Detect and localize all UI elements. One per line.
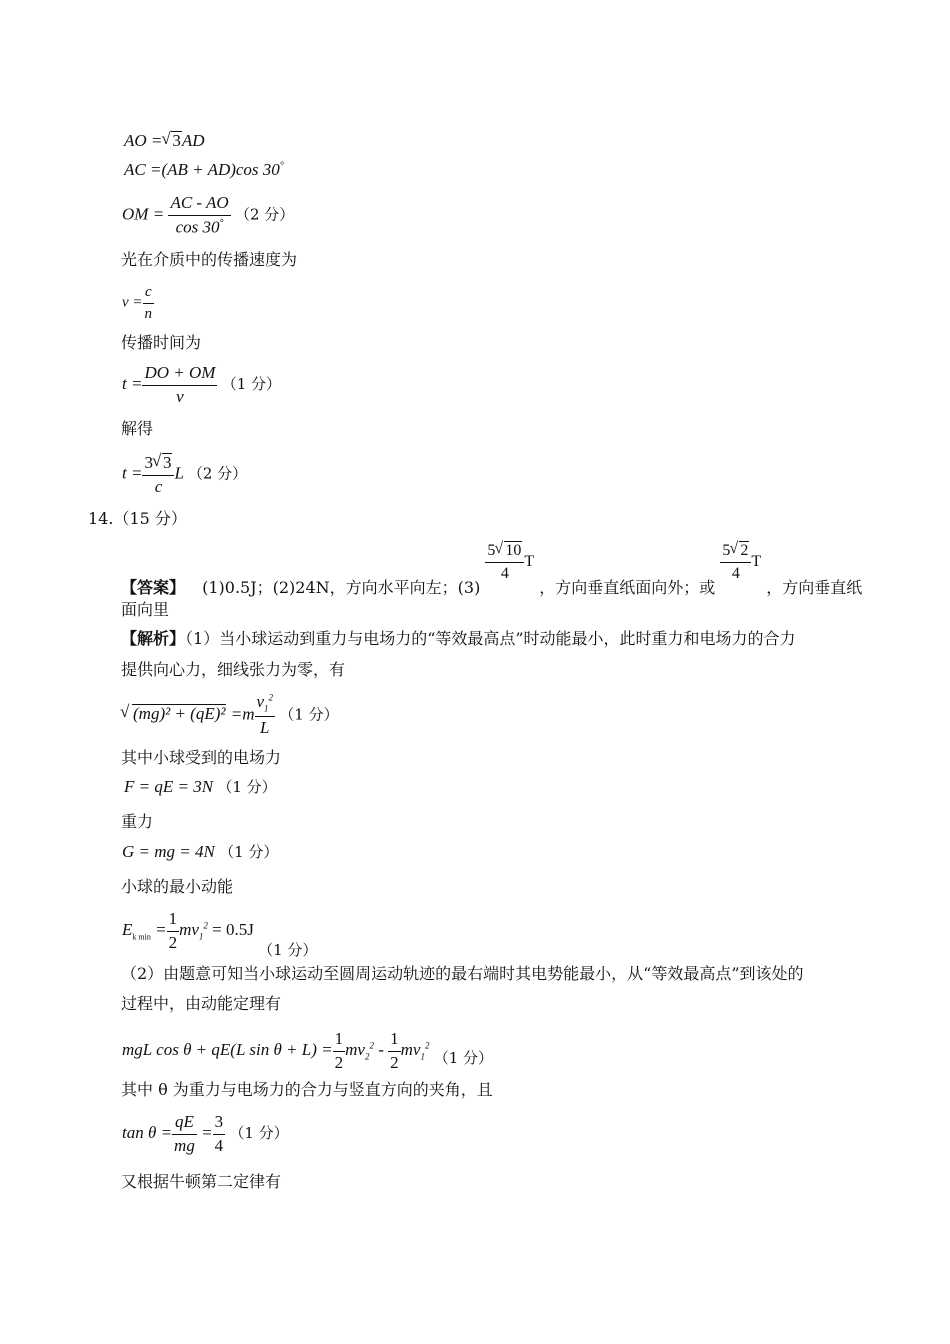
text-line: 过程中，由动能定理有 [121, 994, 282, 1013]
equation-ac: AC =(AB + AD)cos 30° [124, 160, 284, 179]
answer-part1: (1)0.5J；(2)24N，方向水平向左；(3) [202, 578, 481, 598]
equation-ao: AO =√ 3AD [124, 131, 205, 149]
equation-tan-theta: tan θ = $\frac{qE}{mg}$ = $\frac{3}{4}$ （1 分） [122, 1112, 289, 1155]
equation-v: v = $\frac{c}{n}$ [122, 284, 153, 322]
equation-electric-force: F = qE = 3N （1 分） [124, 777, 277, 796]
answer-line-2: 面向里 [121, 600, 170, 619]
points-label: （1 分） [229, 1124, 289, 1143]
points-label: （1 分） [258, 941, 318, 960]
text-line: 又根据牛顿第二定律有 [121, 1172, 282, 1191]
text-line: 其中小球受到的电场力 [121, 748, 282, 767]
equation-t-result: t = $\frac{3√ 3}{c}$ L （2 分） [122, 453, 247, 496]
question-number: 14. [88, 509, 114, 528]
points-label: （1 分） [217, 778, 277, 796]
points-label: （2 分） [187, 464, 248, 483]
text-line: 传播时间为 [121, 333, 202, 352]
equation-work-energy: mgL cos θ + qE(L sin θ + L) = $\frac{1}{2}$ $mv_2^2$ - $\frac{1}{2}$ $mv_1^2$ （1 分） [122, 1029, 493, 1072]
points-label: （1 分） [279, 705, 339, 724]
analysis-label: 【解析】 [121, 629, 186, 648]
answer-line: 【答案】 (1)0.5J；(2)24N，方向水平向左；(3) $\frac{5√ 10}{4}$ T ，方向垂直纸面向外；或 $\frac{5√ 2}{4}$ T ，方向垂直纸 [121, 541, 862, 582]
answer-fraction-2: $\frac{5√ 2}{4}$ [720, 541, 751, 582]
equation-gravity: G = mg = 4N （1 分） [122, 842, 279, 861]
answer-label: 【答案】 [121, 578, 186, 598]
question-14-header [88, 511, 187, 527]
equation-t: t = $\frac{DO + OM}{v}$ （1 分） [122, 363, 281, 406]
analysis-line-2: 提供向心力，细线张力为零，有 [121, 660, 346, 679]
text-line: 其中 θ 为重力与电场力的合力与竖直方向的夹角，且 [121, 1080, 493, 1099]
text-line: 小球的最小动能 [121, 877, 234, 896]
analysis-line-1: 【解析】（1）当小球运动到重力与电场力的“等效最高点”时动能最小，此时重力和电场力的合力 [121, 629, 796, 648]
equation-centripetal: √ (mg)² + (qE)² =m $\frac{v_1^2}{L}$ （1 分） [121, 693, 339, 738]
text-line: （2）由题意可知当小球运动至圆周运动轨迹的最右端时其电势能最小，从“等效最高点”到该处的 [121, 964, 804, 983]
points-label: （1 分） [219, 843, 279, 861]
text-line: 光在介质中的传播速度为 [121, 250, 298, 269]
points-label: （1 分） [221, 375, 281, 394]
points-label: （2 分） [234, 205, 295, 224]
text-line: 重力 [121, 812, 154, 831]
answer-fraction-1: $\frac{5√ 10}{4}$ [485, 541, 524, 582]
question-score: （15 分） [113, 509, 187, 528]
points-label: （1 分） [433, 1049, 493, 1068]
equation-min-kinetic-energy: $E_{k min}$ = $\frac{1}{2}$ $mv_1^2 = 0.5J$ （1 分） [122, 909, 318, 960]
answer-part2: ，方向垂直纸面向外；或 [539, 578, 716, 598]
answer-part3: ，方向垂直纸 [766, 578, 863, 598]
equation-om: OM = $\frac{AC - AO}{\cos 30^\circ}$ （2 分） [122, 193, 295, 237]
text-line: 解得 [121, 419, 154, 438]
